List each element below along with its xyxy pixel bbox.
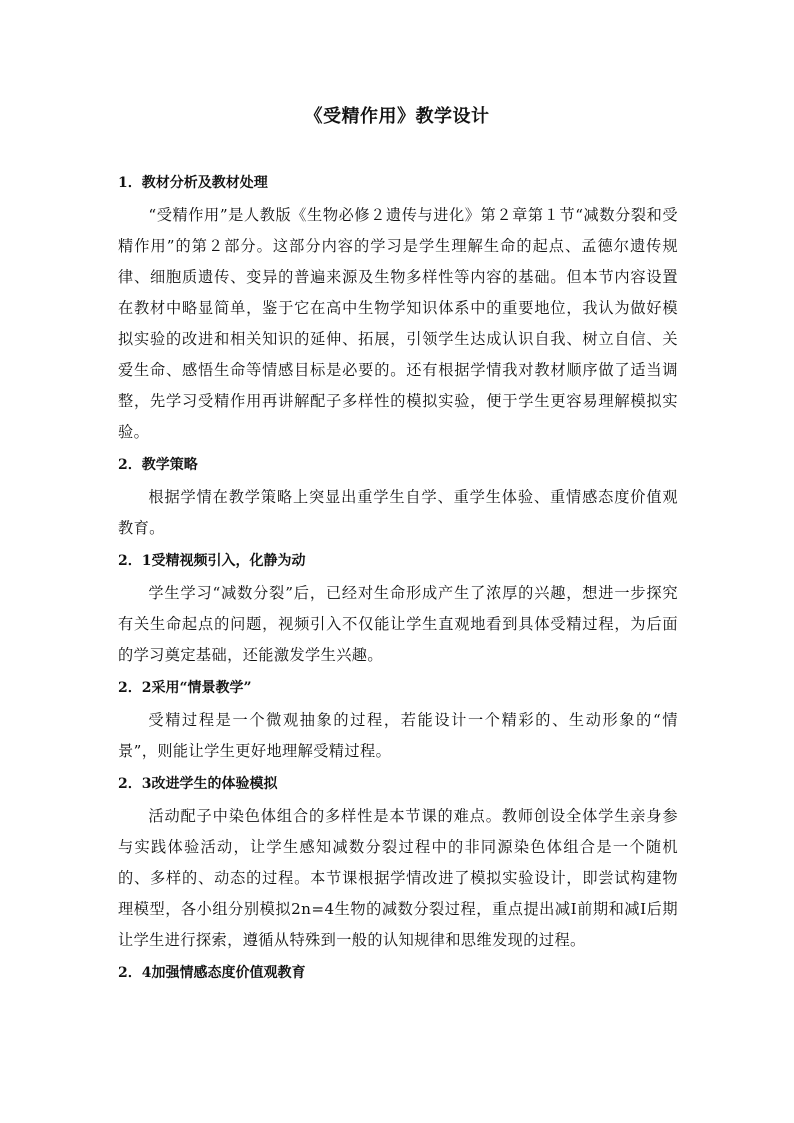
section-values-education — [118, 962, 678, 984]
section-paragraph: 根据学情在教学策略上突显出重学生自学、重学生体验、重情感态度价值观教育。 — [118, 488, 678, 537]
section-paragraph: 学生学习“减数分裂”后，已经对生命形成产生了浓厚的兴趣，想进一步探究有关生命起点的问题，视频引入不仅能让学生直观地看到具体受精过程，为后面的学习奠定基础，还能激发学生兴趣。 — [118, 584, 678, 664]
section-heading: 2．2采用“情景教学” — [118, 680, 252, 696]
section-teaching-strategy — [118, 454, 678, 544]
section-heading: 2．3改进学生的体验模拟 — [118, 776, 278, 792]
section-heading: 2．4加强情感态度价值观教育 — [118, 965, 306, 981]
section-heading: 2．1受精视频引入，化静为动 — [118, 553, 306, 569]
section-materials-analysis — [118, 172, 678, 448]
section-situational-teaching — [118, 677, 678, 767]
document-title: 《受精作用》教学设计 — [304, 106, 490, 127]
section-heading: 2．教学策略 — [118, 457, 198, 473]
section-video-intro — [118, 550, 678, 671]
section-paragraph: 受精过程是一个微观抽象的过程，若能设计一个精彩的、生动形象的“情景”，则能让学生更好地理解受精过程。 — [118, 711, 678, 760]
document-body — [118, 172, 678, 990]
section-paragraph: “受精作用”是人教版《生物必修２遗传与进化》第２章第１节“减数分裂和受精作用”的第２部分。这部分内容的学习是学生理解生命的起点、孟德尔遗传规律、细胞质遗传、变异的普遍来源及生物多样性等内容的基础。但本节内容设置在教材中略显简单，鉴于它在高中生物学知识体系中的重要地位，我认为做好模拟实验的改进和相关知识的延伸、拓展，引领学生达成认识自我、树立自信、关爱生命、感悟生命等情感目标是必要的。还有根据学情我对教材顺序做了适当调整，先学习受精作用再讲解配子多样性的模拟实验，便于学生更容易理解模拟实验。 — [118, 206, 678, 441]
section-heading: 1．教材分析及教材处理 — [118, 175, 268, 191]
section-paragraph: 活动配子中染色体组合的多样性是本节课的难点。教师创设全体学生亲身参与实践体验活动，让学生感知减数分裂过程中的非同源染色体组合是一个随机的、多样的、动态的过程。本节课根据学情改进了模拟实验设计，即尝试构建物理模型，各小组分别模拟2n=4生物的减数分裂过程，重点提出减Ⅰ前期和减Ⅰ后期让学生进行探索，遵循从特殊到一般的认知规律和思维发现的过程。 — [118, 807, 678, 949]
section-simulation-improvement — [118, 773, 678, 956]
